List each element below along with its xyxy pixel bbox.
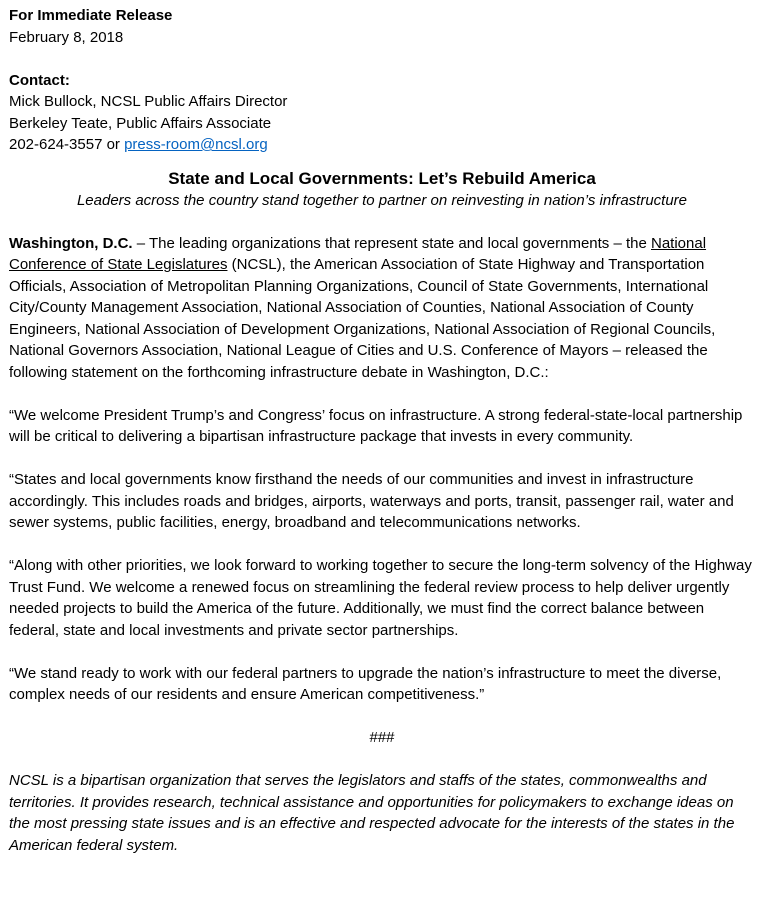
contact-line-3 bbox=[9, 134, 755, 156]
boilerplate-paragraph: NCSL is a bipartisan organization that serves the legislators and staffs of the states, commonwealths and territories. It provides research, technical assistance and opportunities for policymakers to exchange ideas on the most pressing state issues and is an effective and respected advocate for the interests of the states in the American federal system. bbox=[9, 772, 735, 854]
spacer bbox=[9, 48, 755, 70]
ncsl-link[interactable]: National Conference of State Legislatures bbox=[9, 234, 707, 273]
quote-paragraph-3: “Along with other priorities, we look forward to working together to secure the long-term solvency of the Highway Trust Fund. We welcome a renewed focus on streamlining the federal review process to help deliver urgently needed projects to build the America of the future. Additionally, we must find the correct balance between federal, state and local investments and private sector partnerships. bbox=[9, 557, 752, 639]
dateline: Washington, D.C. bbox=[9, 234, 133, 252]
contact-label: Contact: bbox=[9, 71, 70, 89]
quote-paragraph-2: “States and local governments know firsthand the needs of our communities and invest in infrastructure accordingly. This includes roads and bridges, airports, waterways and ports, transit, passenger rail, water and sewer systems, public facilities, energy, broadband and telecommunications networks. bbox=[9, 471, 734, 531]
release-label: For Immediate Release bbox=[9, 7, 173, 24]
contact-line-2: Berkeley Teate, Public Affairs Associate bbox=[9, 114, 272, 132]
intro-text-1: – The leading organizations that represent state and local governments – the bbox=[132, 234, 651, 252]
intro-paragraph bbox=[9, 233, 755, 384]
headline-title: State and Local Governments: Let’s Rebuild America bbox=[168, 168, 596, 188]
quote-paragraph-1: “We welcome President Trump’s and Congress’ focus on infrastructure. A strong federal-state-local partnership will be critical to delivering a bipartisan infrastructure package that invests in every community. bbox=[9, 406, 743, 445]
headline-subtitle: Leaders across the country stand together to partner on reinvesting in nation’s infrastructure bbox=[76, 191, 688, 209]
contact-phone: 202-624-3557 or bbox=[9, 136, 125, 153]
release-date: February 8, 2018 bbox=[9, 28, 124, 46]
contact-line-1: Mick Bullock, NCSL Public Affairs Director bbox=[9, 93, 288, 110]
intro-text-2: (NCSL), the American Association of State Highway and Transportation Officials, Association of Metropolitan Planning Organizations, Council of State Governments, International City/County Management Association, National Association of Counties, National Association of County Engineers, National Association of Development Organizations, National Association of Regional Councils, National Governors Association, National League of Cities and U.S. Conference of Mayors – released the following statement on the forthcoming infrastructure debate in Washington, D.C.: bbox=[9, 256, 716, 381]
end-mark: ### bbox=[369, 729, 395, 746]
quote-paragraph-4: “We stand ready to work with our federal partners to upgrade the nation’s infrastructure to meet the diverse, complex needs of our residents and ensure American competitiveness.” bbox=[9, 664, 722, 703]
press-email-link[interactable]: press-room@ncsl.org bbox=[124, 136, 268, 153]
